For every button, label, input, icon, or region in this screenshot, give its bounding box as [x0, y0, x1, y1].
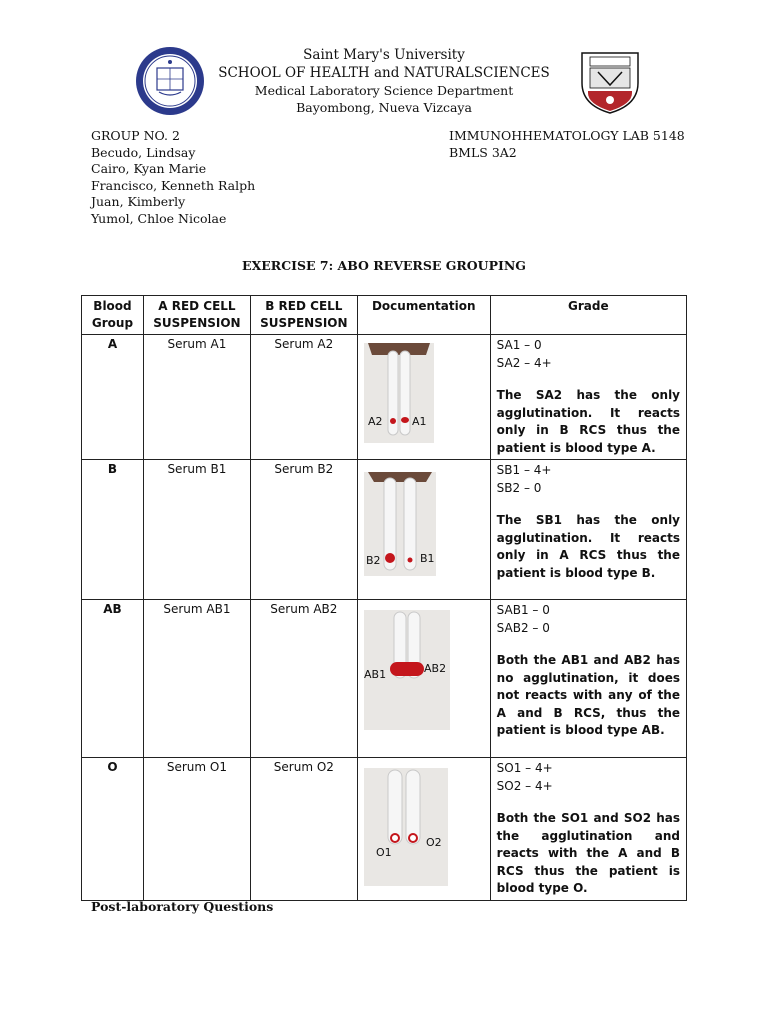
- school-name: SCHOOL OF HEALTH and NATURALSCIENCES: [218, 65, 550, 81]
- tube-photo-o: [364, 768, 448, 886]
- group-member: Francisco, Kenneth Ralph: [91, 177, 256, 193]
- table-header-row: [82, 296, 687, 335]
- grade-line: SB1 – 4+: [496, 463, 552, 477]
- header-grade: Grade: [490, 296, 686, 335]
- university-name: Saint Mary's University: [303, 47, 465, 63]
- serum-a-cell: Serum A1: [143, 335, 250, 460]
- grade-cell: [490, 600, 686, 758]
- grade-cell: [490, 758, 686, 901]
- photo-label: AB2: [423, 662, 446, 675]
- serum-b-cell: Serum A2: [250, 335, 357, 460]
- grade-cell: [490, 335, 686, 460]
- department-name: Medical Laboratory Science Department: [254, 83, 514, 98]
- grade-line: SB2 – 0: [496, 480, 542, 495]
- serum-a-cell: Serum AB1: [143, 600, 250, 758]
- tube-photo-b: [364, 472, 436, 576]
- documentation-cell: [357, 335, 490, 460]
- grade-line: SA2 – 4+: [496, 355, 552, 370]
- grade-line: SO1 – 4+: [496, 761, 553, 775]
- header-b-rcs: B RED CELL SUSPENSION: [250, 296, 357, 335]
- header-blood-group: Blood Group: [82, 296, 144, 335]
- documentation-cell: [357, 460, 490, 600]
- group-member: Juan, Kimberly: [91, 194, 186, 209]
- grade-interpretation: Both the AB1 and AB2 has no agglutination, it does not reacts with any of the A and B RCS, thus the patient is blood type AB.: [496, 653, 680, 737]
- photo-label: AB1: [363, 668, 386, 681]
- photo-label: A1: [411, 415, 427, 428]
- photo-label: O1: [375, 846, 392, 859]
- grade-interpretation: The SB1 has the only agglutination. It reacts only in A RCS thus the patient is blood type B.: [496, 513, 680, 580]
- blood-group-cell: A: [82, 335, 144, 460]
- course-code: IMMUNOHHEMATOLOGY LAB 5148: [449, 128, 685, 143]
- tube-photo-a: [364, 343, 434, 443]
- grade-line: SO2 – 4+: [496, 778, 553, 793]
- photo-label: B2: [365, 554, 381, 567]
- blood-group-cell: O: [82, 758, 144, 901]
- serum-b-cell: Serum B2: [250, 460, 357, 600]
- location: Bayombong, Nueva Vizcaya: [296, 100, 472, 115]
- grade-interpretation: The SA2 has the only agglutination. It reacts only in B RCS thus the patient is blood type A.: [496, 388, 680, 455]
- post-lab-heading: Post-laboratory Questions: [91, 899, 274, 914]
- group-title: GROUP NO. 2: [91, 128, 180, 143]
- table-row: [82, 600, 687, 758]
- serum-b-cell: Serum O2: [250, 758, 357, 901]
- documentation-cell: [357, 600, 490, 758]
- table-row: [82, 335, 687, 460]
- course-block: [449, 128, 685, 161]
- header-a-rcs: A RED CELL SUSPENSION: [143, 296, 250, 335]
- photo-label: O2: [425, 836, 442, 849]
- documentation-cell: [357, 758, 490, 901]
- group-member: Cairo, Kyan Marie: [91, 161, 207, 176]
- course-section: BMLS 3A2: [449, 144, 517, 160]
- header-documentation: Documentation: [357, 296, 490, 335]
- table-row: [82, 758, 687, 901]
- results-table: [81, 295, 687, 901]
- group-member: Yumol, Chloe Nicolae: [91, 210, 227, 226]
- blood-group-cell: B: [82, 460, 144, 600]
- photo-label: B1: [419, 552, 435, 565]
- blood-group-cell: AB: [82, 600, 144, 758]
- group-block: [91, 128, 255, 227]
- serum-a-cell: Serum O1: [143, 758, 250, 901]
- grade-line: SAB2 – 0: [496, 620, 550, 635]
- group-member: Becudo, Lindsay: [91, 144, 196, 160]
- serum-a-cell: Serum B1: [143, 460, 250, 600]
- grade-line: SAB1 – 0: [496, 603, 550, 617]
- tube-photo-ab: [364, 610, 450, 730]
- table-row: [82, 460, 687, 600]
- grade-interpretation: Both the SO1 and SO2 has the agglutination and reacts with the A and B RCS thus the patient is blood type O.: [496, 811, 680, 895]
- exercise-title: EXERCISE 7: ABO REVERSE GROUPING: [242, 258, 526, 273]
- serum-b-cell: Serum AB2: [250, 600, 357, 758]
- grade-cell: [490, 460, 686, 600]
- grade-line: SA1 – 0: [496, 338, 542, 352]
- photo-label: A2: [367, 415, 383, 428]
